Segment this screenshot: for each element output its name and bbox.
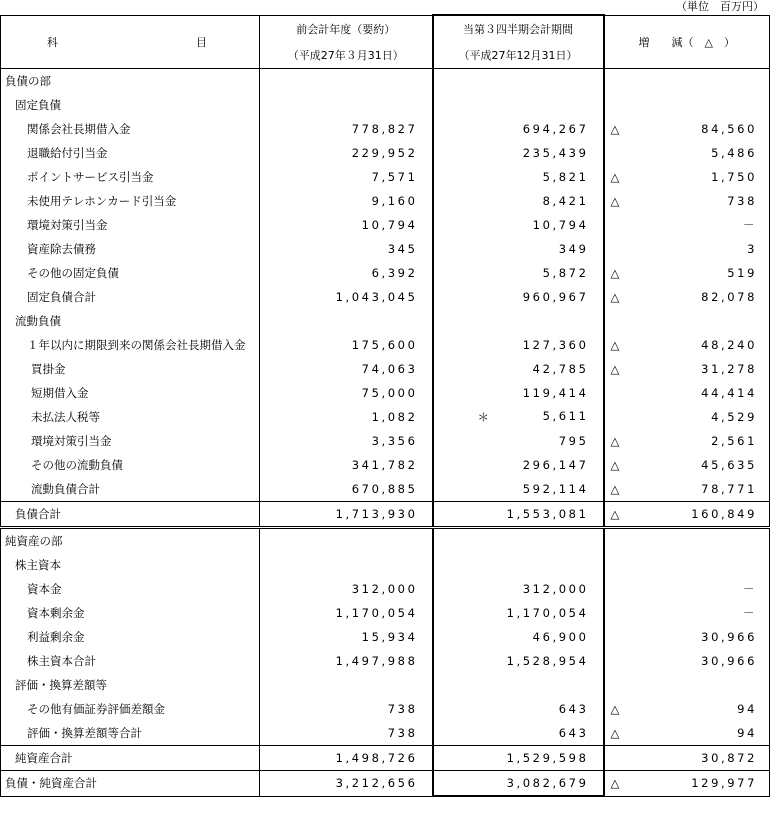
change-value-text: 82,078 [701, 290, 757, 304]
table-row [1, 429, 770, 453]
row-label [1, 721, 260, 746]
change-value [604, 625, 770, 649]
change-value [604, 357, 770, 381]
change-value [604, 285, 770, 309]
change-value [604, 213, 770, 237]
change-value [604, 502, 770, 528]
asterisk-mark: ＊ [477, 410, 489, 424]
change-value [604, 309, 770, 333]
row-label-text: 環境対策引当金 [27, 218, 108, 232]
cur-value: 1,528,954 [433, 649, 604, 673]
row-label [1, 285, 260, 309]
row-label [1, 746, 260, 771]
cur-value: 592,114 [433, 477, 604, 502]
row-label [1, 405, 260, 429]
table-row [1, 165, 770, 189]
change-value-text: 45,635 [701, 458, 757, 472]
row-label [1, 165, 260, 189]
prev-value: 312,000 [260, 577, 433, 601]
change-value-text: － [742, 582, 757, 596]
table-row [1, 673, 770, 697]
row-label-text: その他有価証券評価差額金 [27, 702, 165, 716]
row-label-text: 関係会社長期借入金 [27, 122, 131, 136]
header-change: 増 減（ △ ） [604, 15, 770, 69]
prev-value: 15,934 [260, 625, 433, 649]
row-label-text: 環境対策引当金 [31, 434, 112, 448]
row-label-text: 固定負債 [15, 98, 61, 112]
table-row [1, 381, 770, 405]
table-row [1, 649, 770, 673]
row-label [1, 189, 260, 213]
prev-value: 75,000 [260, 381, 433, 405]
row-label-text: 資産除去債務 [27, 242, 96, 256]
change-value-text: 94 [737, 726, 757, 740]
change-value [604, 429, 770, 453]
prev-value: 1,082 [260, 405, 433, 429]
balance-sheet [0, 14, 768, 834]
change-value [604, 189, 770, 213]
change-value [604, 649, 770, 673]
change-value [604, 381, 770, 405]
cur-value [433, 405, 604, 429]
prev-value: 738 [260, 721, 433, 746]
prev-value: 1,497,988 [260, 649, 433, 673]
cur-value: 694,267 [433, 117, 604, 141]
row-label-text: 評価・換算差額等 [15, 678, 107, 692]
row-label-text: １年以内に期限到来の関係会社長期借入金 [27, 338, 246, 352]
header-prev-date: （平成27年３月31日） [260, 42, 433, 69]
prev-value: 229,952 [260, 141, 433, 165]
change-value [604, 165, 770, 189]
row-label [1, 69, 260, 94]
decrease-triangle-icon: △ [610, 434, 620, 448]
change-value-text: 738 [727, 194, 757, 208]
change-value-text: 3 [747, 242, 757, 256]
cur-value: 795 [433, 429, 604, 453]
table-row [1, 601, 770, 625]
change-value-text: 48,240 [701, 338, 757, 352]
decrease-triangle-icon: △ [610, 170, 620, 184]
cur-value: 119,414 [433, 381, 604, 405]
change-value-text: 30,966 [701, 654, 757, 668]
change-value-text: 519 [727, 266, 757, 280]
row-label-text: 株主資本合計 [27, 654, 96, 668]
row-label [1, 261, 260, 285]
decrease-triangle-icon: △ [610, 458, 620, 472]
row-label [1, 553, 260, 577]
cur-value: 3,082,679 [433, 771, 604, 797]
row-label-text: 短期借入金 [31, 386, 89, 400]
row-label-text: その他の流動負債 [31, 458, 123, 472]
prev-value: 345 [260, 237, 433, 261]
row-label-text: 純資産合計 [15, 751, 73, 765]
table-row [1, 697, 770, 721]
prev-value: 7,571 [260, 165, 433, 189]
row-label-text: 退職給付引当金 [27, 146, 108, 160]
row-label [1, 528, 260, 554]
row-label-text: 評価・換算差額等合計 [27, 726, 142, 740]
change-value-text: 5,486 [711, 146, 757, 160]
change-value [604, 333, 770, 357]
row-label-text: 負債の部 [5, 74, 51, 88]
prev-value: 6,392 [260, 261, 433, 285]
cur-value: 5,821 [433, 165, 604, 189]
change-value [604, 577, 770, 601]
prev-value [260, 528, 433, 554]
row-label [1, 625, 260, 649]
row-label [1, 357, 260, 381]
decrease-triangle-icon: △ [610, 776, 620, 791]
table-row [1, 285, 770, 309]
change-value [604, 746, 770, 771]
prev-value [260, 93, 433, 117]
cur-value: 42,785 [433, 357, 604, 381]
table-row [1, 502, 770, 528]
change-value-text: 30,966 [701, 630, 757, 644]
table-row [1, 117, 770, 141]
cur-value: 643 [433, 697, 604, 721]
decrease-triangle-icon: △ [610, 362, 620, 376]
cur-value [433, 528, 604, 554]
prev-value: 10,794 [260, 213, 433, 237]
row-label [1, 673, 260, 697]
row-label-text: 負債・純資産合計 [5, 776, 97, 791]
table-row [1, 93, 770, 117]
decrease-triangle-icon: △ [610, 726, 620, 740]
table-row [1, 746, 770, 771]
row-label [1, 117, 260, 141]
decrease-triangle-icon: △ [610, 482, 620, 496]
change-value [604, 553, 770, 577]
prev-value [260, 309, 433, 333]
change-value [604, 69, 770, 94]
change-value [604, 697, 770, 721]
change-value [604, 93, 770, 117]
prev-value: 1,713,930 [260, 502, 433, 528]
change-value [604, 477, 770, 502]
cur-value: 127,360 [433, 333, 604, 357]
table-row [1, 405, 770, 429]
change-value [604, 528, 770, 554]
cur-value [433, 673, 604, 697]
change-value-text: － [742, 606, 757, 620]
cur-value: 1,170,054 [433, 601, 604, 625]
cur-value-text: 5,611 [542, 409, 589, 423]
table-row [1, 477, 770, 502]
cur-value: 1,529,598 [433, 746, 604, 771]
table-row [1, 69, 770, 94]
table-row [1, 771, 770, 797]
prev-value: 738 [260, 697, 433, 721]
prev-value: 670,885 [260, 477, 433, 502]
cur-value: 235,439 [433, 141, 604, 165]
table-row [1, 625, 770, 649]
header-cur-title: 当第３四半期会計期間 [433, 15, 604, 42]
unit-note: （単位 百万円） [676, 0, 764, 13]
row-label [1, 309, 260, 333]
change-value-text: － [742, 218, 757, 232]
decrease-triangle-icon: △ [610, 122, 620, 136]
change-value [604, 141, 770, 165]
cur-value: 349 [433, 237, 604, 261]
row-label-text: 資本剰余金 [27, 606, 85, 620]
prev-value [260, 553, 433, 577]
change-value [604, 601, 770, 625]
row-label [1, 213, 260, 237]
row-label-text: 買掛金 [31, 362, 66, 376]
table-row [1, 553, 770, 577]
cur-value: 46,900 [433, 625, 604, 649]
table-row [1, 261, 770, 285]
change-value-text: 4,529 [711, 410, 757, 424]
table-row [1, 577, 770, 601]
header-account-left: 科 [47, 35, 58, 49]
row-label-text: 負債合計 [15, 507, 61, 521]
change-value [604, 673, 770, 697]
change-value [604, 453, 770, 477]
row-label [1, 333, 260, 357]
row-label-text: 未払法人税等 [31, 410, 100, 424]
change-value [604, 117, 770, 141]
cur-value: 312,000 [433, 577, 604, 601]
change-value-text: 31,278 [701, 362, 757, 376]
cur-value: 5,872 [433, 261, 604, 285]
prev-value: 1,043,045 [260, 285, 433, 309]
prev-value: 175,600 [260, 333, 433, 357]
change-value [604, 261, 770, 285]
table-row [1, 357, 770, 381]
table-row [1, 333, 770, 357]
row-label-text: 資本金 [27, 582, 62, 596]
change-value-text: 84,560 [701, 122, 757, 136]
header-cur-date: （平成27年12月31日） [433, 42, 604, 69]
change-value-text: 44,414 [701, 386, 757, 400]
table-row [1, 189, 770, 213]
decrease-triangle-icon: △ [610, 507, 620, 521]
row-label [1, 93, 260, 117]
row-label [1, 502, 260, 528]
row-label [1, 577, 260, 601]
change-value [604, 721, 770, 746]
cur-value: 643 [433, 721, 604, 746]
prev-value: 1,498,726 [260, 746, 433, 771]
cur-value: 8,421 [433, 189, 604, 213]
table-row [1, 528, 770, 554]
decrease-triangle-icon: △ [610, 194, 620, 208]
change-value-text: 160,849 [691, 507, 757, 521]
decrease-triangle-icon: △ [610, 702, 620, 716]
prev-value: 9,160 [260, 189, 433, 213]
cur-value: 1,553,081 [433, 502, 604, 528]
row-label-text: 固定負債合計 [27, 290, 96, 304]
prev-value: 3,212,656 [260, 771, 433, 797]
row-label [1, 771, 260, 797]
prev-value: 3,356 [260, 429, 433, 453]
row-label [1, 477, 260, 502]
prev-value [260, 673, 433, 697]
row-label-text: 流動負債 [15, 314, 61, 328]
change-value-text: 30,872 [701, 751, 757, 765]
cur-value: 10,794 [433, 213, 604, 237]
prev-value [260, 69, 433, 94]
change-value-text: 1,750 [711, 170, 757, 184]
decrease-triangle-icon: △ [610, 338, 620, 352]
prev-value: 341,782 [260, 453, 433, 477]
header-account [1, 15, 260, 69]
row-label [1, 429, 260, 453]
balance-sheet-table [0, 14, 770, 797]
row-label-text: その他の固定負債 [27, 266, 119, 280]
table-row [1, 453, 770, 477]
row-label [1, 237, 260, 261]
change-value [604, 771, 770, 797]
decrease-triangle-icon: △ [610, 290, 620, 304]
row-label [1, 601, 260, 625]
row-label-text: 未使用テレホンカード引当金 [27, 194, 177, 208]
header-row [1, 15, 770, 42]
cur-value [433, 69, 604, 94]
change-value [604, 237, 770, 261]
prev-value: 778,827 [260, 117, 433, 141]
header-prev-title: 前会計年度（要約） [260, 15, 433, 42]
row-label-text: ポイントサービス引当金 [27, 170, 154, 184]
header-account-right: 目 [196, 35, 207, 49]
prev-value: 74,063 [260, 357, 433, 381]
cur-value [433, 93, 604, 117]
cur-value: 960,967 [433, 285, 604, 309]
change-value [604, 405, 770, 429]
cur-value [433, 309, 604, 333]
row-label-text: 利益剰余金 [27, 630, 85, 644]
prev-value: 1,170,054 [260, 601, 433, 625]
row-label-text: 純資産の部 [5, 534, 63, 548]
cur-value [433, 553, 604, 577]
decrease-triangle-icon: △ [610, 266, 620, 280]
table-row [1, 141, 770, 165]
row-label [1, 381, 260, 405]
table-body [1, 69, 770, 797]
change-value-text: 94 [737, 702, 757, 716]
row-label [1, 453, 260, 477]
change-value-text: 129,977 [691, 776, 757, 791]
table-row [1, 213, 770, 237]
table-row [1, 721, 770, 746]
table-row [1, 237, 770, 261]
change-value-text: 78,771 [701, 482, 757, 496]
row-label-text: 株主資本 [15, 558, 61, 572]
table-row [1, 309, 770, 333]
row-label [1, 141, 260, 165]
change-value-text: 2,561 [711, 434, 757, 448]
cur-value: 296,147 [433, 453, 604, 477]
row-label [1, 649, 260, 673]
row-label-text: 流動負債合計 [31, 482, 100, 496]
row-label [1, 697, 260, 721]
